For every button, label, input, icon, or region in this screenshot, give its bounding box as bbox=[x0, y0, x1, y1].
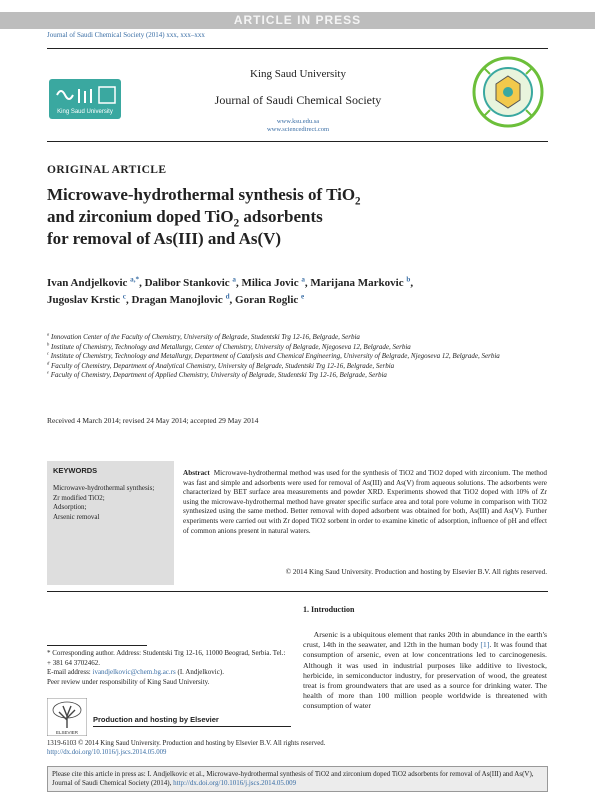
keywords-title: KEYWORDS bbox=[53, 466, 98, 475]
received-dates: Received 4 March 2014; revised 24 May 2014; accepted 29 May 2014 bbox=[47, 416, 259, 425]
issn-block bbox=[47, 740, 325, 757]
author: Jugoslav Krstic $^c$, bbox=[47, 292, 132, 306]
publisher-name: King Saud University bbox=[250, 68, 346, 80]
keywords-box bbox=[47, 461, 174, 585]
author: Dragan Manojlovic $^d$, bbox=[131, 292, 236, 306]
introduction-heading: 1. Introduction bbox=[303, 605, 355, 614]
production-hosting: Production and hosting by Elsevier bbox=[93, 715, 219, 724]
introduction-text: Arsenic is a ubiquitous element that ranks 20th in abundance in the earth's crust, 14th in the seawater, and 12th in the human body [1]. It was found that consumption of arsenic, even at low concentrations led to carcinogenesis. Although it was used in industrial purposes like additive to livestock, herbicide, in semiconductor industry, for preservation of wood, the greatest treat is from groundwaters that are used as a source for drinking water. The health of more than 100 million people worldwide is threatened with consumption of water bbox=[303, 630, 548, 711]
elsevier-tree-logo bbox=[47, 698, 87, 736]
sciencedirect-link[interactable]: www.sciencedirect.com bbox=[266, 126, 330, 133]
issn-line: 1319-6103 © 2014 King Saud University. Production and hosting by Elsevier B.V. All rights reserved. bbox=[47, 740, 326, 747]
citation-box bbox=[47, 766, 548, 792]
email-link[interactable]: ivandjelkovic@chem.bg.ac.rs bbox=[92, 668, 176, 676]
keyword-item: Adsorption; bbox=[53, 503, 87, 512]
author: Milica Jovic $^a$, bbox=[241, 275, 311, 289]
journal-links bbox=[130, 118, 466, 134]
author: Marijana Markovic $^b$, bbox=[310, 275, 414, 289]
affiliations bbox=[47, 333, 547, 381]
journal-citation-line[interactable]: Journal of Saudi Chemical Society (2014) xxx, xxx–xxx bbox=[47, 31, 205, 39]
keywords-list bbox=[53, 484, 171, 522]
title-line-3: for removal of As(III) and As(V) bbox=[47, 229, 282, 248]
section-divider bbox=[47, 591, 548, 592]
elsevier-wordmark: ELSEVIER bbox=[55, 730, 79, 735]
jscs-emblem-logo bbox=[470, 50, 546, 134]
abstract-text: Microwave-hydrothermal method was used for the synthesis of TiO2 and TiO2 doped with zirconium. The method was fast and simple and adsorbents were used for removal of As(III) and As(V) from aqueous solutions. The adsorbents were characterized by BET surface area measurements and powder XRD. Experiments showed that TiO2 doped with 10% of Zr using the microwave-hydrothermal method have greater specific surface area and total pore volume in comparison with TiO2 synthesized using the same method. Better removal with doped adsorbent was obtained for both, As(III) and As(V). Further experiments were carried out with Zr doped TiO2 sorbent in order to examine kinetic of adsorption, influence of pH and effect of common anions present in natural waters. bbox=[183, 469, 548, 535]
title-line-1: Microwave-hydrothermal synthesis of TiO$_2$ bbox=[47, 185, 361, 208]
article-in-press-banner: ARTICLE IN PRESS bbox=[233, 13, 362, 27]
article-type: ORIGINAL ARTICLE bbox=[47, 164, 167, 176]
author: Dalibor Stankovic $^a$, bbox=[144, 275, 242, 289]
citation-doi-link[interactable]: http://dx.doi.org/10.1016/j.jscs.2014.05.009 bbox=[173, 779, 297, 787]
abstract bbox=[183, 469, 547, 536]
affiliation-item: $^b$ Institute of Chemistry, Technology and Metallurgy, Center of Chemistry, University of Belgrade, Njegoseva 12, Belgrade, Serbia bbox=[47, 341, 411, 351]
affiliation-item: $^d$ Faculty of Chemistry, Department of Analytical Chemistry, University of Belgrade, Studentski Trg 12-16, Belgrade, Serbia bbox=[47, 360, 395, 370]
title-line-2: and zirconium doped TiO$_2$ adsorbents bbox=[47, 207, 323, 230]
ksu-logo bbox=[49, 79, 121, 119]
peer-review-note: Peer review under responsibility of King Saud University. bbox=[47, 677, 210, 686]
author: Ivan Andjelkovic $^{a,*}$, bbox=[47, 275, 145, 289]
keyword-item: Arsenic removal bbox=[53, 512, 100, 521]
keyword-item: Zr modified TiO2; bbox=[53, 493, 105, 502]
journal-name: Journal of Saudi Chemical Society bbox=[214, 93, 382, 107]
copyright-notice: © 2014 King Saud University. Production and hosting by Elsevier B.V. All rights reserved. bbox=[285, 568, 547, 576]
doi-link[interactable]: http://dx.doi.org/10.1016/j.jscs.2014.05.009 bbox=[47, 748, 167, 756]
affiliation-item: $^a$ Innovation Center of the Faculty of Chemistry, University of Belgrade, Studentski Trg 12-16, Belgrade, Serbia bbox=[47, 331, 360, 341]
author-list bbox=[47, 275, 547, 309]
author: Goran Roglic $^e$ bbox=[235, 292, 305, 306]
footnote bbox=[47, 649, 291, 687]
emblem-center bbox=[503, 87, 513, 97]
email-line: E-mail address: ivandjelkovic@chem.bg.ac.rs (I. Andjelkovic). bbox=[47, 668, 224, 676]
production-rule bbox=[93, 726, 291, 727]
affiliation-item: $^e$ Faculty of Chemistry, Department of Applied Chemistry, University of Belgrade, Studentski Trg 12-16, Belgrade, Serbia bbox=[47, 369, 387, 379]
reference-link[interactable]: [1] bbox=[480, 640, 490, 650]
corresponding-author: * Corresponding author. Address: Studentski Trg 12-16, 11000 Beograd, Serbia. Tel.: + 381 64 3702462. bbox=[47, 649, 286, 667]
citation-text: Please cite this article in press as: I. Andjelkovic et al., Microwave-hydrothermal synthesis of TiO2 and zirconium doped TiO2 adsorbents for removal of As(III) and As(V), Journal of Saudi Chemical Society (2014), bbox=[52, 770, 534, 787]
footnote-rule bbox=[47, 645, 147, 646]
article-title bbox=[47, 184, 547, 250]
keyword-item: Microwave-hydrothermal synthesis; bbox=[53, 484, 155, 492]
abstract-label: Abstract bbox=[183, 469, 210, 477]
ksu-logo-caption: King Saud University bbox=[57, 109, 113, 115]
ksu-link[interactable]: www.ksu.edu.sa bbox=[276, 118, 320, 125]
affiliation-item: $^c$ Institute of Chemistry, Technology and Metallurgy, Department of Catalysis and Chemical Engineering, University of Belgrade, Njegoseva 12, Belgrade, Serbia bbox=[47, 350, 500, 360]
